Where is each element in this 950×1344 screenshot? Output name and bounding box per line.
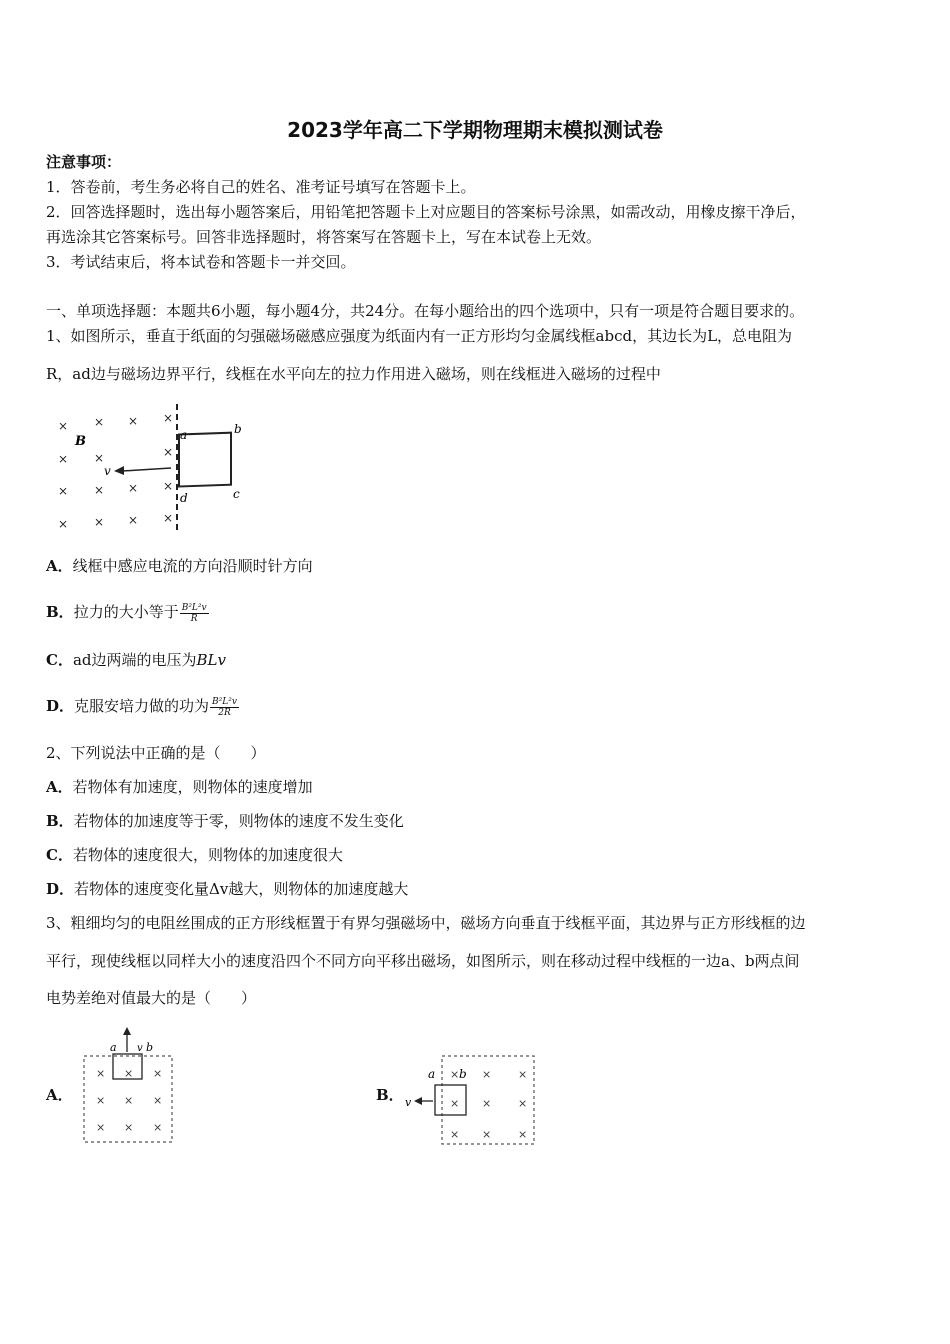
field-cross: ×: [163, 411, 174, 425]
q2-option-b: [46, 811, 404, 831]
field-cross: ×: [450, 1097, 460, 1110]
fraction-denominator: 2R: [218, 707, 231, 718]
page-title: 2023学年高二下学期物理期末模拟测试卷: [287, 118, 663, 142]
q1-stem-line2: R，ad边与磁场边界平行，线框在水平向左的拉力作用进入磁场，则在线框进入磁场的过程中: [46, 365, 661, 383]
q3-option-b-label: B．: [376, 1086, 404, 1104]
field-cross: ×: [518, 1128, 528, 1141]
q1-figure: [50, 402, 260, 537]
option-text: 若物体有加速度，则物体的速度增加: [72, 778, 313, 796]
label-b: b: [234, 422, 242, 436]
notice-item: 3．考试结束后，将本试卷和答题卡一并交回。: [46, 253, 356, 271]
field-cross: ×: [94, 415, 105, 429]
field-cross: ×: [128, 513, 139, 527]
field-cross: ×: [163, 511, 174, 525]
field-cross: ×: [163, 445, 174, 459]
q1-option-a: [46, 556, 313, 576]
option-label: C．: [46, 651, 73, 669]
option-label: B．: [46, 812, 74, 830]
option-label: C．: [46, 846, 73, 864]
field-cross: ×: [58, 484, 69, 498]
q3-stem-line2: 平行，现使线框以同样大小的速度沿四个不同方向平移出磁场，如图所示，则在移动过程中线框的一边a、b两点间: [46, 952, 800, 970]
field-cross: ×: [94, 483, 105, 497]
label-v: v: [104, 464, 111, 478]
q2-option-a: [46, 777, 313, 797]
q3-figure-b: [400, 1050, 545, 1150]
notice-item: 2．回答选择题时，选出每小题答案后，用铅笔把答题卡上对应题目的答案标号涂黑，如需改动，用橡皮擦干净后，: [46, 203, 806, 221]
q3-stem-line1: 3、粗细均匀的电阻丝围成的正方形线框置于有界匀强磁场中，磁场方向垂直于线框平面，其边界与正方形线框的边: [46, 914, 806, 932]
field-cross: ×: [518, 1097, 528, 1110]
field-cross: ×: [450, 1068, 460, 1081]
field-cross: ×: [96, 1067, 106, 1080]
q2-stem: 2、下列说法中正确的是（ ）: [46, 744, 266, 762]
q3-stem-line3: 电势差绝对值最大的是（ ）: [46, 989, 257, 1007]
field-cross: ×: [58, 452, 69, 466]
field-cross: ×: [518, 1068, 528, 1081]
option-text: 线框中感应电流的方向沿顺时针方向: [72, 557, 313, 575]
option-text: 若物体的速度变化量Δv越大，则物体的加速度越大: [74, 880, 409, 898]
field-cross: ×: [482, 1068, 492, 1081]
field-cross: ×: [153, 1121, 163, 1134]
field-cross: ×: [153, 1094, 163, 1107]
q1-option-b: [46, 602, 209, 624]
label-d: d: [180, 491, 188, 505]
label-v: v: [137, 1043, 143, 1054]
label-a: a: [428, 1067, 436, 1081]
option-label: D．: [46, 697, 75, 715]
option-text: 拉力的大小等于: [73, 603, 179, 621]
fraction-denominator: R: [190, 613, 198, 624]
field-cross: ×: [96, 1121, 106, 1134]
label-c: c: [233, 487, 240, 501]
field-cross: ×: [163, 479, 174, 493]
field-cross: ×: [58, 419, 69, 433]
q3-option-a-label: A．: [46, 1086, 73, 1104]
field-cross: ×: [58, 517, 69, 531]
q2-option-c: [46, 845, 343, 865]
option-text: 若物体的速度很大，则物体的加速度很大: [72, 846, 343, 864]
formula-fraction: [180, 603, 209, 624]
q1-option-c: [46, 650, 226, 670]
section-heading: 一、单项选择题：本题共6小题，每小题4分，共24分。在每小题给出的四个选项中，只有一项是符合题目要求的。: [46, 302, 805, 320]
field-cross: ×: [482, 1128, 492, 1141]
q3-figure-a: [80, 1025, 180, 1150]
field-cross: ×: [153, 1067, 163, 1080]
option-label: D．: [46, 880, 75, 898]
field-cross: ×: [124, 1067, 134, 1080]
notice-item: 再选涂其它答案标号。回答非选择题时，将答案写在答题卡上，写在本试卷上无效。: [46, 228, 602, 246]
velocity-arrowhead: [414, 1097, 422, 1105]
fraction-numerator: B²L²v: [181, 602, 207, 613]
field-cross: ×: [94, 451, 105, 465]
field-cross: ×: [124, 1121, 134, 1134]
label-v: v: [405, 1096, 412, 1109]
field-cross: ×: [482, 1097, 492, 1110]
field-cross: ×: [124, 1094, 134, 1107]
label-a: a: [180, 428, 188, 442]
label-b: b: [459, 1067, 467, 1081]
field-cross: ×: [96, 1094, 106, 1107]
q2-option-d: [46, 879, 408, 899]
option-label: A．: [46, 778, 73, 796]
velocity-arrow: [122, 468, 171, 471]
field-cross: ×: [450, 1128, 460, 1141]
formula-fraction: [210, 697, 239, 718]
notice-heading: 注意事项：: [46, 153, 122, 171]
option-label: A．: [46, 557, 73, 575]
q1-option-d: [46, 696, 239, 718]
field-cross: ×: [94, 515, 105, 529]
option-text: 若物体的加速度等于零，则物体的速度不发生变化: [73, 812, 404, 830]
velocity-arrowhead: [114, 466, 124, 475]
option-label: B．: [46, 603, 74, 621]
label-b: b: [146, 1041, 154, 1054]
q1-stem-line1: 1、如图所示，垂直于纸面的匀强磁场磁感应强度为纸面内有一正方形均匀金属线框abcd，其边长为L，总电阻为: [46, 327, 793, 345]
option-text: ad边两端的电压为: [72, 651, 197, 669]
option-text: 克服安培力做的功为: [74, 697, 210, 715]
formula: BLv: [196, 651, 226, 669]
field-cross: ×: [128, 414, 139, 428]
label-B: B: [75, 434, 86, 449]
velocity-arrowhead: [123, 1027, 131, 1035]
fraction-numerator: B²L²v: [212, 696, 237, 707]
notice-item: 1．答卷前，考生务必将自己的姓名、准考证号填写在答题卡上。: [46, 178, 476, 196]
field-cross: ×: [128, 481, 139, 495]
label-a: a: [110, 1041, 117, 1054]
